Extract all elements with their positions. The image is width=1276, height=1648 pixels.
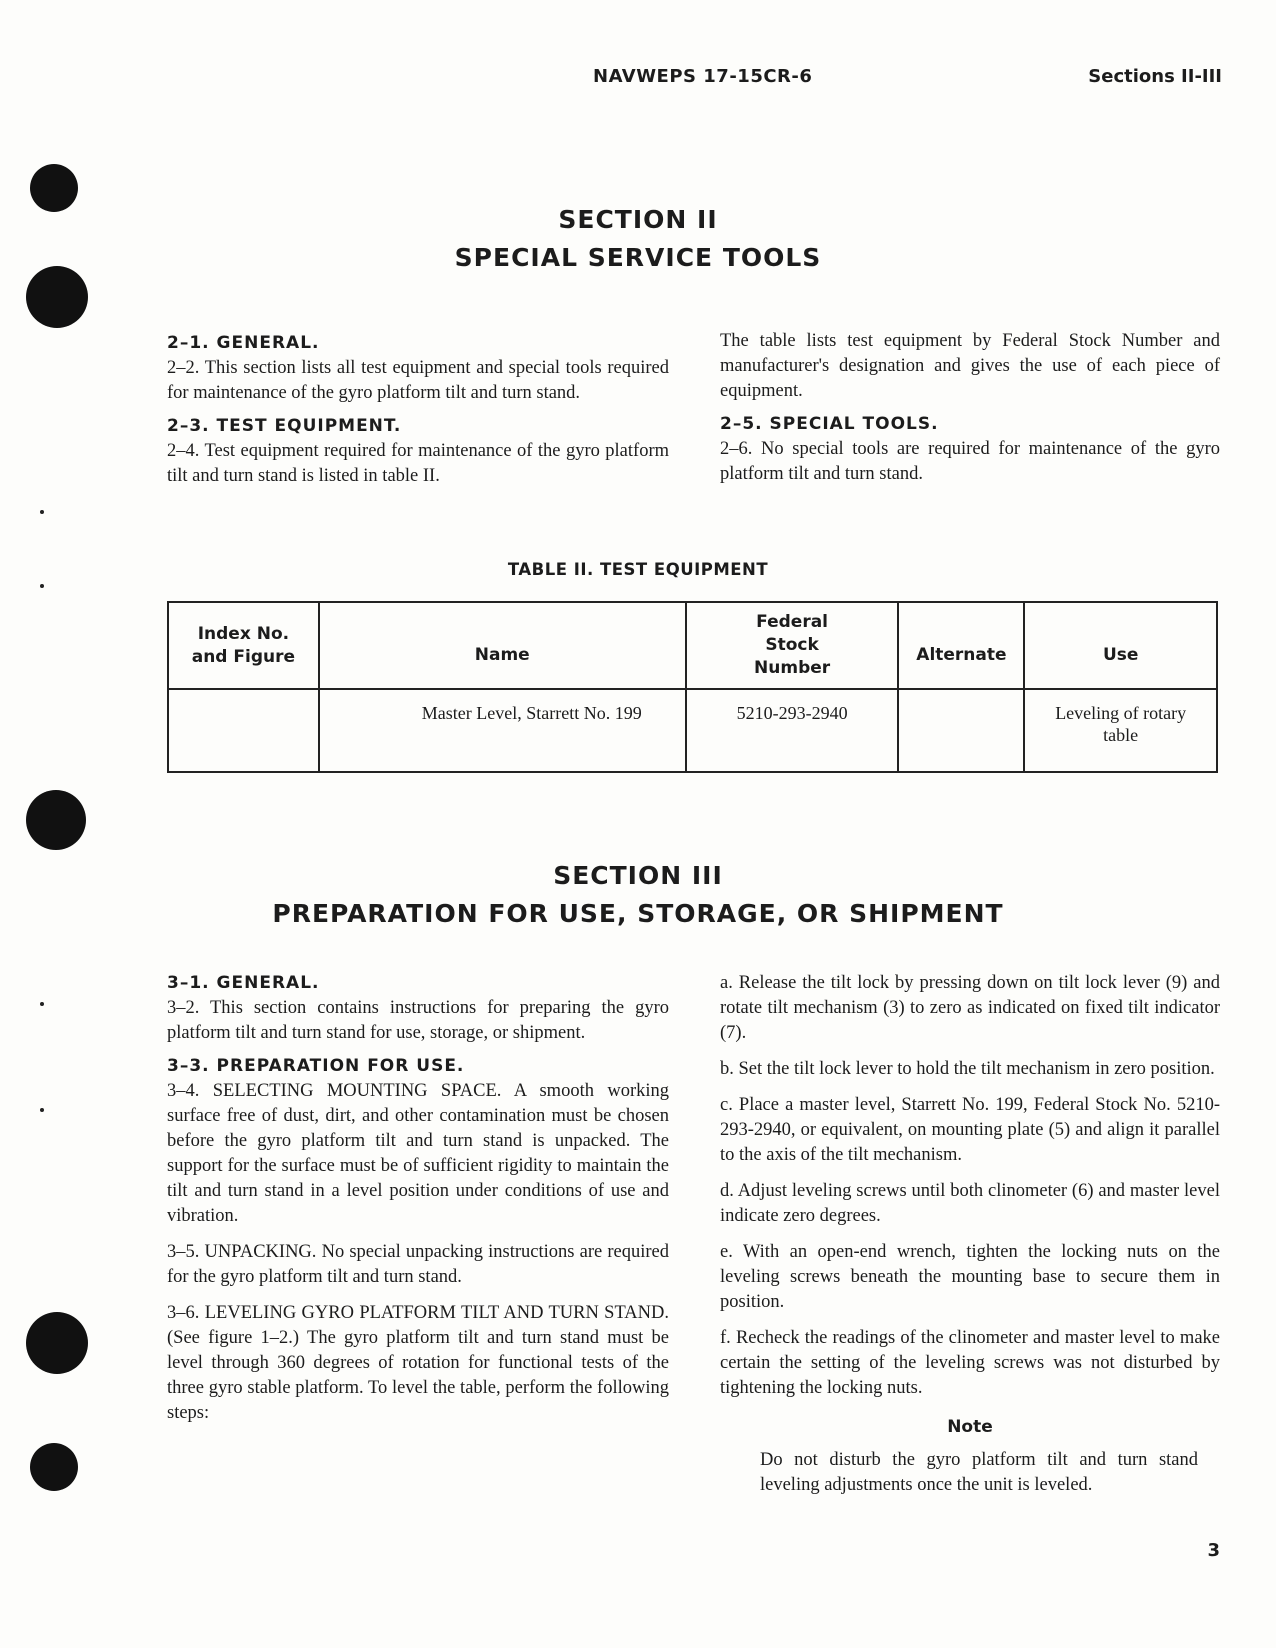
document-number: NAVWEPS 17-15CR-6 bbox=[593, 66, 813, 87]
section-3-title: PREPARATION FOR USE, STORAGE, OR SHIPMENT bbox=[272, 899, 1004, 928]
paragraph: 2–2. This section lists all test equipment and special tools required for maintenance of the gyro platform tilt and turn stand. bbox=[167, 358, 669, 403]
paragraph: e. With an open-end wrench, tighten the locking nuts on the leveling screws beneath the mounting base to secure them in position. bbox=[720, 1242, 1220, 1312]
speck bbox=[40, 584, 44, 588]
note-label: Note bbox=[947, 1417, 993, 1437]
section-3-left-column bbox=[167, 971, 669, 1426]
section-3-right-column bbox=[720, 971, 1220, 1498]
speck bbox=[40, 1108, 44, 1112]
paragraph: f. Recheck the readings of the clinometer and master level to make certain the setting of the leveling screws was not disturbed by tightening the locking nuts. bbox=[720, 1328, 1220, 1398]
column-header-name: Name bbox=[319, 602, 686, 689]
paragraph: b. Set the tilt lock lever to hold the tilt mechanism in zero position. bbox=[720, 1059, 1215, 1079]
paragraph: d. Adjust leveling screws until both clinometer (6) and master level indicate zero degrees. bbox=[720, 1181, 1220, 1226]
subsection-heading: 2–5. SPECIAL TOOLS. bbox=[720, 414, 939, 434]
cell-stock-number: 5210-293-2940 bbox=[686, 689, 899, 772]
note-text: Do not disturb the gyro platform tilt and turn stand leveling adjustments once the unit is leveled. bbox=[760, 1450, 1198, 1495]
paragraph: 3–4. SELECTING MOUNTING SPACE. A smooth working surface free of dust, dirt, and other contamination must be chosen before the gyro platform tilt and turn stand is unpacked. The support for the surface must be of sufficient rigidity to maintain the tilt and turn stand in a level position under conditions of use and vibration. bbox=[167, 1081, 669, 1226]
speck bbox=[40, 510, 44, 514]
cell-alternate bbox=[898, 689, 1024, 772]
section-2-left-column bbox=[167, 331, 669, 489]
column-header-use: Use bbox=[1024, 602, 1217, 689]
test-equipment-table bbox=[167, 601, 1218, 773]
binder-hole bbox=[26, 790, 86, 850]
column-header-index: Index No. and Figure bbox=[168, 602, 319, 689]
subsection-heading: 3–1. GENERAL. bbox=[167, 973, 320, 993]
paragraph: c. Place a master level, Starrett No. 199, Federal Stock No. 5210-293-2940, or equivalent, on mounting plate (5) and align it parallel to the axis of the tilt mechanism. bbox=[720, 1095, 1220, 1165]
sections-label: Sections II-III bbox=[1088, 66, 1222, 87]
binder-hole bbox=[26, 1312, 88, 1374]
speck bbox=[40, 1002, 44, 1006]
section-3-number: SECTION III bbox=[553, 861, 723, 890]
column-header-stock-number: Federal Stock Number bbox=[686, 602, 899, 689]
section-2-number: SECTION II bbox=[558, 205, 718, 234]
paragraph: The table lists test equipment by Federal Stock Number and manufacturer's designation and gives the use of each piece of equipment. bbox=[720, 331, 1220, 401]
paragraph: 3–5. UNPACKING. No special unpacking instructions are required for the gyro platform tilt and turn stand. bbox=[167, 1242, 669, 1287]
column-header-alternate: Alternate bbox=[898, 602, 1024, 689]
cell-name: Master Level, Starrett No. 199 bbox=[319, 689, 686, 772]
section-2-title: SPECIAL SERVICE TOOLS bbox=[454, 243, 822, 272]
procedure-steps bbox=[720, 971, 1220, 1401]
paragraph: 3–2. This section contains instructions for preparing the gyro platform tilt and turn stand for use, storage, or shipment. bbox=[167, 998, 669, 1043]
cell-index bbox=[168, 689, 319, 772]
section-2-right-column bbox=[720, 329, 1220, 487]
paragraph: a. Release the tilt lock by pressing down on tilt lock lever (9) and rotate tilt mechanism (3) to zero as indicated on fixed tilt indicator (7). bbox=[720, 973, 1220, 1043]
table-row bbox=[168, 689, 1217, 772]
page-number: 3 bbox=[1207, 1540, 1220, 1561]
cell-use: Leveling of rotary table bbox=[1024, 689, 1217, 772]
table-caption: TABLE II. TEST EQUIPMENT bbox=[507, 560, 769, 579]
paragraph: 2–4. Test equipment required for maintenance of the gyro platform tilt and turn stand is listed in table II. bbox=[167, 441, 669, 486]
paragraph: 3–6. LEVELING GYRO PLATFORM TILT AND TURN STAND. (See figure 1–2.) The gyro platform tilt and turn stand must be level through 360 degrees of rotation for functional tests of the three gyro stable platform. To level the table, perform the following steps: bbox=[167, 1303, 669, 1423]
subsection-heading: 3–3. PREPARATION FOR USE. bbox=[167, 1056, 465, 1076]
subsection-heading: 2–3. TEST EQUIPMENT. bbox=[167, 416, 402, 436]
paragraph: 2–6. No special tools are required for maintenance of the gyro platform tilt and turn stand. bbox=[720, 439, 1220, 484]
table-header-row bbox=[168, 602, 1217, 689]
binder-hole bbox=[30, 1443, 78, 1491]
subsection-heading: 2–1. GENERAL. bbox=[167, 333, 320, 353]
